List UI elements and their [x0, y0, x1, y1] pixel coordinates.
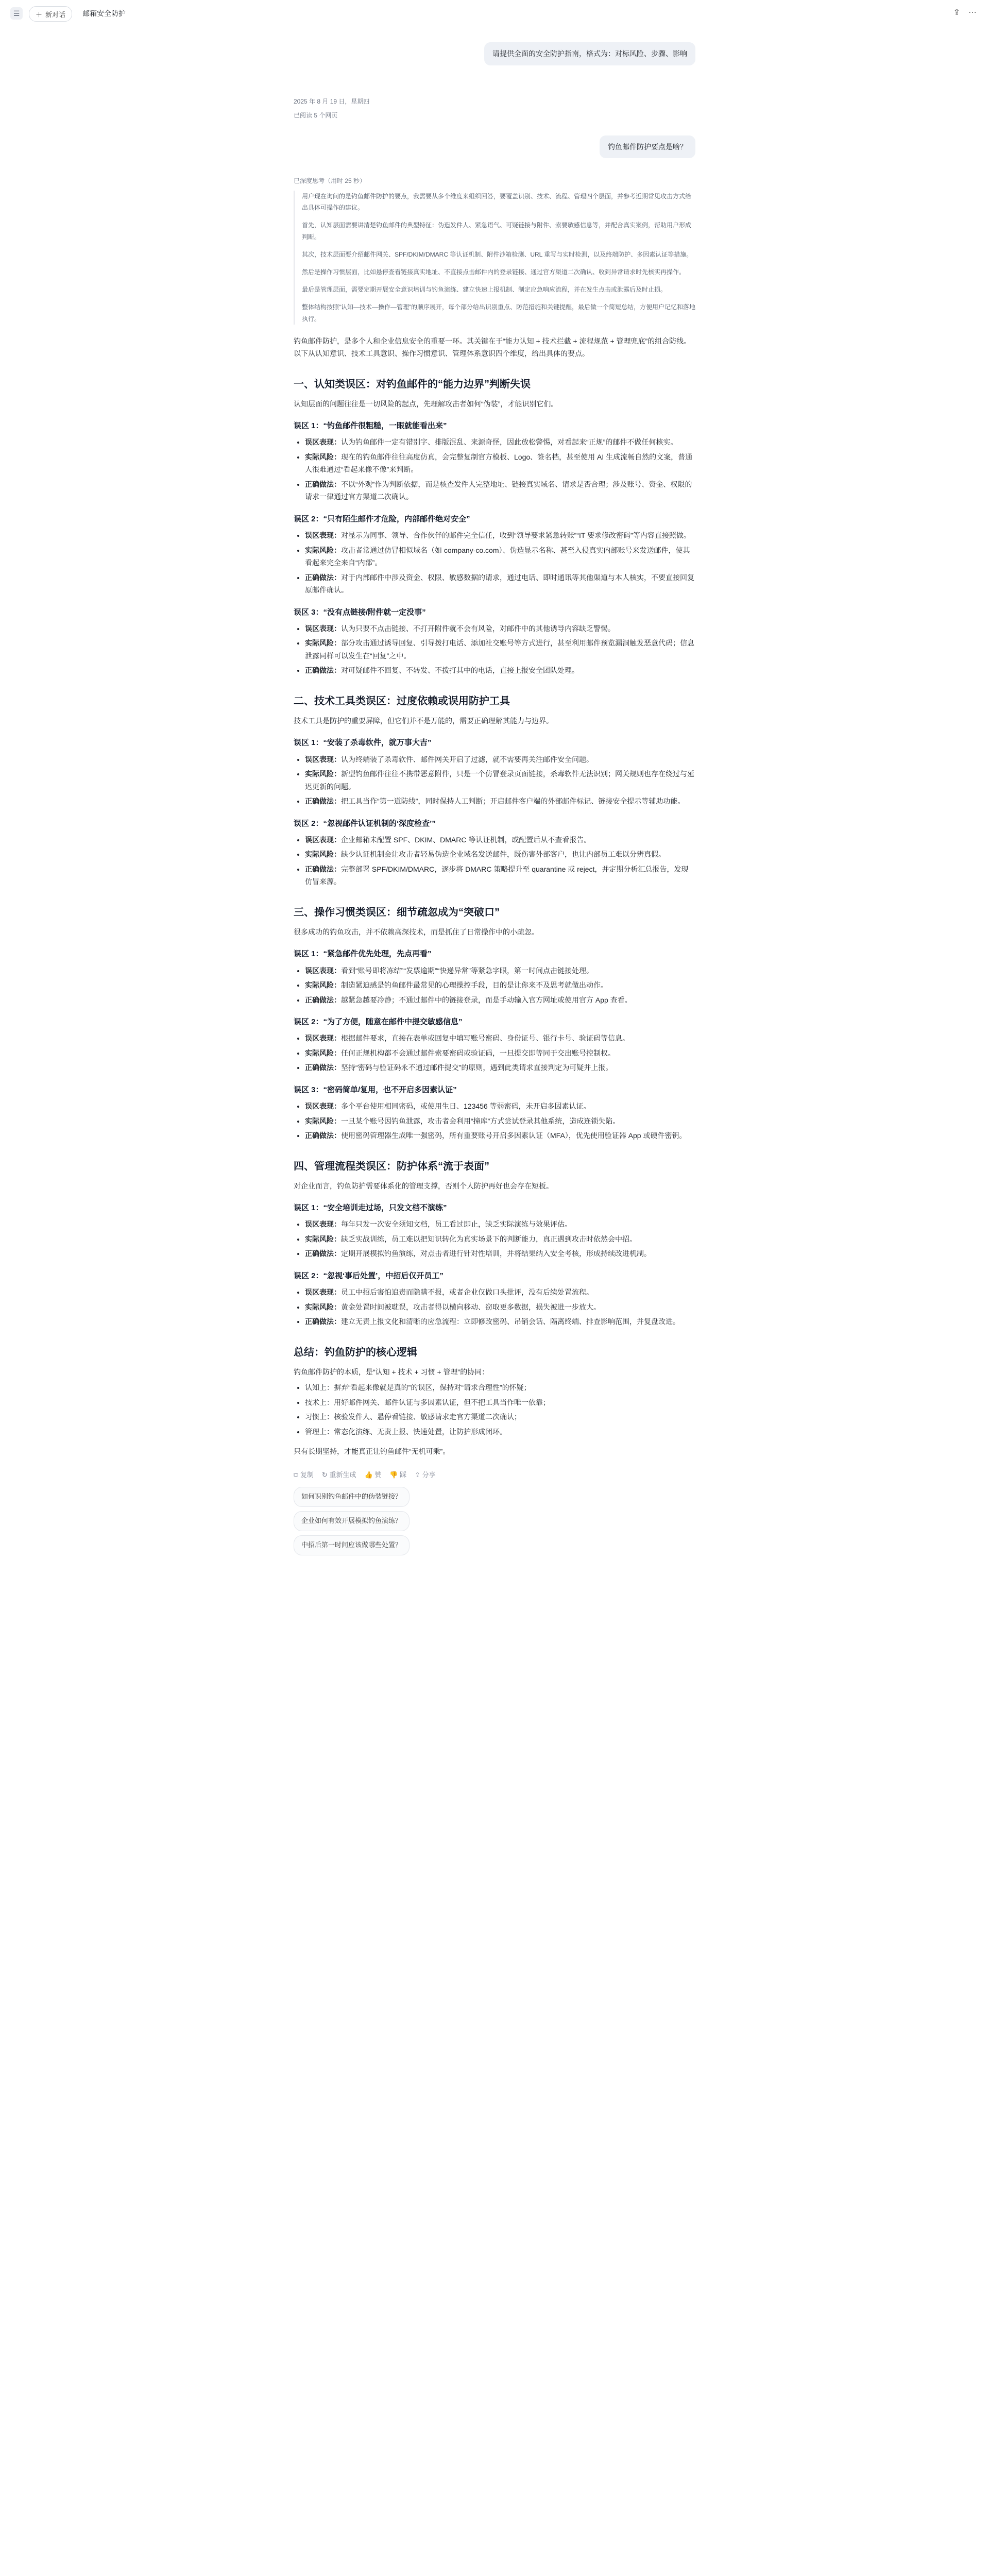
point-list	[294, 964, 695, 1007]
point-label: 误区表现：	[305, 835, 341, 844]
point-text: 部分攻击通过诱导回复、引导拨打电话、添加社交账号等方式进行，甚至利用邮件预览漏洞触发恶意代码；信息泄露同样可以发生在“回复”之中。	[305, 639, 694, 660]
point-label: 实际风险：	[305, 1116, 341, 1125]
point-text: 对显示为同事、领导、合作伙伴的邮件完全信任，收到“领导要求紧急转账”“IT 要求修改密码”等内容直接照做。	[341, 531, 691, 540]
answer-intro: 钓鱼邮件防护，是多个人和企业信息安全的重要一环。其关键在于“能力认知 + 技术拦截 + 流程规范 + 管理兜底”的组合防线。以下从认知意识、技术工具意识、操作习惯意识、管理体系意识四个维度，给出具体的要点。	[294, 336, 691, 358]
subsection-title: 误区 1：“钓鱼邮件很粗糙，一眼就能看出来”	[294, 421, 447, 431]
point-text: 认为钓鱼邮件一定有错别字、排版混乱、来源奇怪，因此放松警惕，对看起来“正规”的邮件不做任何核实。	[341, 438, 678, 447]
point-label: 实际风险：	[305, 981, 341, 990]
point-list	[294, 753, 695, 808]
point-text: 缺少认证机制会让攻击者轻易伪造企业域名发送邮件，既伤害外部客户，也让内部员工难以分辨真假。	[341, 850, 666, 859]
user-message: 请提供全面的安全防护指南，格式为：对标风险、步骤、影响	[484, 42, 695, 65]
point-item	[305, 436, 695, 449]
point-text: 看到“账号即将冻结”“发票逾期”“快递异常”等紧急字眼，第一时间点击链接处理。	[341, 966, 593, 975]
point-text: 每年只发一次安全须知文档，员工看过即止，缺乏实际演练与效果评估。	[341, 1220, 572, 1229]
conversation-column	[294, 36, 695, 1560]
subsection-title: 误区 1：“安装了杀毒软件，就万事大吉”	[294, 738, 432, 748]
point-text: 认为只要不点击链接、不打开附件就不会有风险，对邮件中的其他诱导内容缺乏警惕。	[341, 624, 615, 633]
point-list	[294, 1218, 695, 1260]
point-text: 坚持“密码与验证码永不通过邮件提交”的原则，遇到此类请求直接判定为可疑并上报。	[341, 1063, 613, 1072]
share-icon[interactable]: ⇪	[953, 8, 960, 17]
point-text: 对于内部邮件中涉及资金、权限、敏感数据的请求，通过电话、即时通讯等其他渠道与本人核实，不要直接回复原邮件确认。	[305, 573, 694, 595]
point-item	[305, 451, 695, 476]
more-icon[interactable]: ⋯	[968, 8, 977, 17]
plus-icon: ＋	[36, 10, 43, 19]
point-item	[305, 753, 695, 766]
point-item	[305, 1047, 695, 1060]
point-item	[305, 544, 695, 569]
summary-lead: 钓鱼邮件防护的本质，是“认知 + 技术 + 习惯 + 管理”的协同：	[294, 1367, 489, 1376]
suggested-question[interactable]: 如何识别钓鱼邮件中的伪装链接？	[294, 1487, 410, 1507]
point-item	[305, 1061, 695, 1074]
reasoning-paragraph: 然后是操作习惯层面，比如悬停查看链接真实地址、不直接点击邮件内的登录链接、通过官方渠道二次确认、收到异常请求时先核实再操作。	[302, 268, 686, 276]
point-item	[305, 664, 695, 677]
point-item	[305, 478, 695, 503]
point-text: 任何正规机构都不会通过邮件索要密码或验证码，一旦提交即等同于交出账号控制权。	[341, 1048, 615, 1057]
point-label: 误区表现：	[305, 624, 341, 633]
section-title: 三、操作习惯类误区：细节疏忽成为“突破口”	[294, 906, 500, 918]
point-label: 误区表现：	[305, 1102, 341, 1111]
point-label: 正确做法：	[305, 1249, 341, 1258]
like-button[interactable]: 👍 赞	[364, 1470, 382, 1479]
point-label: 正确做法：	[305, 995, 341, 1004]
point-item	[305, 529, 695, 542]
point-item	[305, 964, 695, 977]
subsection-title: 误区 3：“没有点链接/附件就一定没事”	[294, 607, 426, 617]
summary-list	[294, 1381, 695, 1438]
point-list	[294, 834, 695, 888]
point-list	[294, 1032, 695, 1074]
point-item	[305, 848, 695, 861]
reasoning-paragraph: 其次，技术层面要介绍邮件网关、SPF/DKIM/DMARC 等认证机制、附件沙箱检测、URL 重写与实时检测，以及终端防护、多因素认证等措施。	[302, 250, 693, 258]
sidebar-toggle-icon[interactable]: ☰	[10, 7, 23, 20]
point-label: 误区表现：	[305, 438, 341, 447]
new-chat-label: 新对话	[45, 10, 66, 19]
point-item	[305, 1115, 695, 1128]
regenerate-button[interactable]: ↻ 重新生成	[321, 1470, 356, 1479]
point-text: 企业邮箱未配置 SPF、DKIM、DMARC 等认证机制，或配置后从不查看报告。	[341, 835, 591, 844]
dislike-button[interactable]: 👎 踩	[389, 1470, 407, 1479]
point-label: 误区表现：	[305, 1220, 341, 1229]
point-item	[305, 1301, 695, 1314]
point-text: 建立无责上报文化和清晰的应急流程：立即修改密码、吊销会话、隔离终端、排查影响范围，并复盘改进。	[341, 1317, 680, 1326]
point-text: 新型钓鱼邮件往往不携带恶意附件，只是一个仿冒登录页面链接，杀毒软件无法识别；网关规则也存在绕过与延迟更新的问题。	[305, 770, 694, 791]
user-message: 钓鱼邮件防护要点是啥？	[600, 135, 695, 159]
point-label: 正确做法：	[305, 573, 341, 582]
date-text: 2025 年 8 月 19 日，星期四	[294, 97, 370, 105]
point-label: 实际风险：	[305, 546, 341, 554]
point-item	[305, 994, 695, 1007]
point-text: 根据邮件要求，直接在表单或回复中填写账号密码、身份证号、银行卡号、验证码等信息。	[341, 1034, 629, 1043]
point-item	[305, 863, 695, 888]
point-label: 正确做法：	[305, 865, 341, 873]
point-text: 制造紧迫感是钓鱼邮件最常见的心理操控手段，目的是让你来不及思考就做出动作。	[341, 981, 608, 990]
point-item	[305, 1100, 695, 1113]
point-label: 正确做法：	[305, 1131, 341, 1140]
point-text: 把工具当作“第一道防线”，同时保持人工判断；开启邮件客户端的外部邮件标记、链接安全提示等辅助功能。	[341, 797, 685, 806]
point-text: 不以“外观”作为判断依据，而是核查发件人完整地址、链接真实域名、请求是否合理；涉及账号、资金、权限的请求一律通过官方渠道二次确认。	[305, 480, 692, 501]
point-item	[305, 1032, 695, 1045]
point-text: 缺乏实战训练，员工难以把知识转化为真实场景下的判断能力，真正遇到攻击时依然会中招。	[341, 1234, 637, 1243]
message-actions	[294, 1469, 695, 1481]
point-text: 定期开展模拟钓鱼演练，对点击者进行针对性培训，并将结果纳入安全考核，形成持续改进机制。	[341, 1249, 651, 1258]
section-lead: 认知层面的问题往往是一切风险的起点，先理解攻击者如何“伪装”，才能识别它们。	[294, 399, 558, 408]
summary-point: • 习惯上：核验发件人、悬停看链接、敏感请求走官方渠道二次确认；	[305, 1411, 695, 1423]
point-item	[305, 834, 695, 846]
point-item	[305, 1218, 695, 1231]
suggestion-list	[294, 1487, 695, 1555]
point-label: 实际风险：	[305, 1234, 341, 1243]
point-list	[294, 1286, 695, 1328]
subsection-title: 误区 2：“忽视‘事后处置’，中招后仅开员工”	[294, 1271, 444, 1280]
section-lead: 对企业而言，钓鱼防护需要体系化的管理支撑，否则个人防护再好也会存在短板。	[294, 1181, 553, 1190]
summary-point: • 管理上：常态化演练、无责上报、快速处置，让防护形成闭环。	[305, 1426, 695, 1438]
subsection-title: 误区 2：“忽视邮件认证机制的‘深度检查’”	[294, 819, 436, 828]
reasoning-paragraph: 用户现在询问的是钓鱼邮件防护的要点，我需要从多个维度来组织回答，要覆盖识别、技术、流程、管理四个层面，并参考近期常见攻击方式给出具体可操作的建议。	[302, 193, 692, 212]
reasoning-paragraph: 最后是管理层面，需要定期开展安全意识培训与钓鱼演练、建立快速上报机制、制定应急响应流程，并在发生点击或泄露后及时止损。	[302, 286, 667, 294]
point-text: 对可疑邮件不回复、不转发、不拨打其中的电话，直接上报安全团队处理。	[341, 666, 579, 675]
subsection-title: 误区 1：“紧急邮件优先处理，先点再看”	[294, 950, 432, 959]
reasoning-toggle[interactable]: 已深度思考（用时 25 秒）	[294, 177, 366, 184]
point-list	[294, 436, 695, 503]
point-text: 完整部署 SPF/DKIM/DMARC，逐步将 DMARC 策略提升至 quarantine 或 reject，并定期分析汇总报告，发现仿冒来源。	[305, 865, 689, 886]
suggested-question[interactable]: 中招后第一时间应该做哪些处置？	[294, 1535, 410, 1555]
reasoning-paragraph: 整体结构按照“认知—技术—操作—管理”的顺序展开，每个部分给出识别重点、防范措施和关键提醒，最后做一个简短总结，方便用户记忆和落地执行。	[302, 303, 695, 323]
suggested-question[interactable]: 企业如何有效开展模拟钓鱼演练？	[294, 1511, 410, 1531]
point-text: 现在的钓鱼邮件往往高度仿真，会完整复制官方模板、Logo、签名档，甚至使用 AI 生成流畅自然的文案，普通人很难通过“看起来像不像”来判断。	[305, 452, 693, 474]
point-label: 误区表现：	[305, 531, 341, 540]
answer-sections	[294, 376, 695, 1328]
summary-point: • 认知上：摒弃“看起来像就是真的”的误区，保持对“请求合理性”的怀疑；	[305, 1381, 695, 1394]
point-label: 实际风险：	[305, 1048, 341, 1057]
point-text: 认为终端装了杀毒软件、邮件网关开启了过滤，就不需要再关注邮件安全问题。	[341, 755, 593, 764]
point-label: 实际风险：	[305, 1302, 341, 1311]
point-label: 正确做法：	[305, 666, 341, 675]
point-item	[305, 795, 695, 808]
point-text: 员工中招后害怕追责而隐瞒不报，或者企业仅做口头批评，没有后续处置流程。	[341, 1288, 593, 1297]
point-label: 实际风险：	[305, 452, 341, 461]
point-label: 正确做法：	[305, 1063, 341, 1072]
point-item	[305, 1247, 695, 1260]
point-label: 误区表现：	[305, 755, 341, 764]
section-title: 一、认知类误区：对钓鱼邮件的“能力边界”判断失误	[294, 378, 531, 390]
point-text: 攻击者常通过仿冒相似域名（如 company-co.com）、伪造显示名称、甚至入侵真实内部账号来发送邮件，使其看起来完全来自“内部”。	[305, 546, 690, 567]
point-text: 一旦某个账号因钓鱼泄露，攻击者会利用“撞库”方式尝试登录其他系统，造成连锁失陷。	[341, 1116, 620, 1125]
reference-hint[interactable]: 已阅读 5 个网页	[294, 111, 338, 119]
subsection-title: 误区 2：“为了方便，随意在邮件中提交敏感信息”	[294, 1018, 463, 1027]
section-lead: 很多成功的钓鱼攻击，并不依赖高深技术，而是抓住了日常操作中的小疏忽。	[294, 927, 539, 936]
point-list	[294, 1100, 695, 1142]
point-item	[305, 622, 695, 635]
point-label: 正确做法：	[305, 797, 341, 806]
point-label: 误区表现：	[305, 1288, 341, 1297]
point-label: 正确做法：	[305, 1317, 341, 1326]
new-chat-button[interactable]	[29, 6, 72, 22]
point-text: 越紧急越要冷静；不通过邮件中的链接登录，而是手动输入官方网址或使用官方 App 查看。	[341, 995, 632, 1004]
point-item	[305, 1315, 695, 1328]
point-text: 黄金处置时间被耽误，攻击者得以横向移动、窃取更多数据，损失被进一步放大。	[341, 1302, 601, 1311]
top-bar	[0, 0, 989, 27]
point-item	[305, 979, 695, 992]
reasoning-block	[294, 191, 695, 325]
point-text: 多个平台使用相同密码，或使用生日、123456 等弱密码，未开启多因素认证。	[341, 1102, 591, 1111]
summary-closing: 只有长期坚持，才能真正让钓鱼邮件“无机可乘”。	[294, 1447, 450, 1456]
point-item	[305, 637, 695, 662]
subsection-title: 误区 3：“密码简单/复用，也不开启多因素认证”	[294, 1085, 457, 1094]
point-list	[294, 622, 695, 677]
point-item	[305, 571, 695, 597]
reasoning-paragraph: 首先，认知层面需要讲清楚钓鱼邮件的典型特征：伪造发件人、紧急语气、可疑链接与附件、索要敏感信息等，并配合真实案例，帮助用户形成判断。	[302, 222, 692, 241]
point-label: 实际风险：	[305, 850, 341, 859]
point-label: 误区表现：	[305, 1034, 341, 1043]
point-list	[294, 529, 695, 597]
section-title: 四、管理流程类误区：防护体系“流于表面”	[294, 1160, 489, 1172]
point-label: 实际风险：	[305, 770, 341, 778]
point-label: 误区表现：	[305, 966, 341, 975]
section-lead: 技术工具是防护的重要屏障，但它们并不是万能的，需要正确理解其能力与边界。	[294, 716, 553, 725]
topbar-right-icons	[953, 7, 977, 18]
point-text: 使用密码管理器生成唯一强密码，所有重要账号开启多因素认证（MFA），优先使用验证器 App 或硬件密钥。	[341, 1131, 687, 1140]
subsection-title: 误区 1：“安全培训走过场，只发文档不演练”	[294, 1204, 447, 1213]
point-item	[305, 768, 695, 793]
section-title: 二、技术工具类误区：过度依赖或误用防护工具	[294, 695, 510, 707]
summary-point: • 技术上：用好邮件网关、邮件认证与多因素认证，但不把工具当作唯一依靠；	[305, 1396, 695, 1409]
summary-title: 总结：钓鱼防护的核心逻辑	[294, 1346, 417, 1358]
copy-button[interactable]: ⧉ 复制	[294, 1470, 314, 1479]
point-item	[305, 1129, 695, 1142]
point-label: 实际风险：	[305, 639, 341, 648]
point-item	[305, 1233, 695, 1246]
share-button[interactable]: ⇪ 分享	[415, 1470, 436, 1479]
chat-title: 邮箱安全防护	[82, 9, 126, 18]
point-label: 正确做法：	[305, 480, 341, 488]
subsection-title: 误区 2：“只有陌生邮件才危险，内部邮件绝对安全”	[294, 514, 470, 523]
point-item	[305, 1286, 695, 1299]
